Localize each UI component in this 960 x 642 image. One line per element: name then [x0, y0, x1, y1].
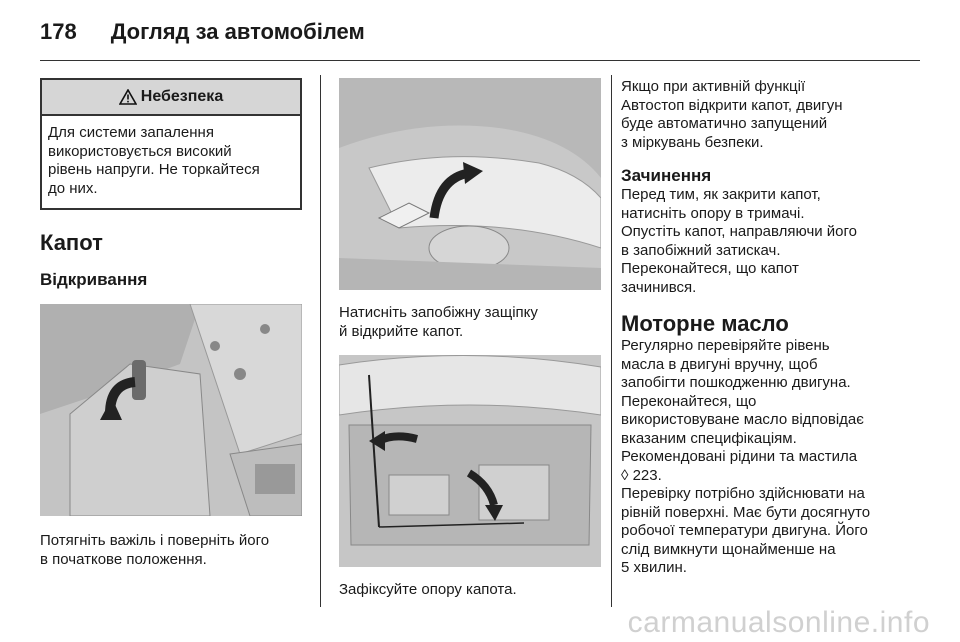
- subsection-title-opening: Відкривання: [40, 270, 148, 289]
- page-number: 178: [40, 19, 77, 44]
- text-line: Автостоп відкрити капот, двигун: [621, 96, 843, 114]
- caption-figure-1: [40, 532, 302, 569]
- warning-header: [42, 80, 300, 116]
- warning-box: [40, 78, 302, 210]
- text-line: робочої температури двигуна. Його: [621, 522, 868, 539]
- paragraph-closing-1: [621, 186, 921, 223]
- text-line: масла в двигуні вручну, щоб: [621, 355, 818, 373]
- text-line: Регулярно перевіряйте рівень: [621, 337, 830, 354]
- warning-line: Для системи запалення: [48, 124, 214, 141]
- caption-figure-3: [339, 581, 601, 600]
- text-line: Перед тим, як закрити капот,: [621, 186, 821, 203]
- page-title: Догляд за автомобілем: [110, 19, 365, 44]
- text-line: запобігти пошкодженню двигуна.: [621, 374, 851, 391]
- warning-line: рівень напруги. Не торкайтеся: [48, 161, 260, 178]
- caption-line: й відкрийте капот.: [339, 322, 464, 340]
- text-line: Переконайтеся, що: [621, 392, 757, 410]
- column-3: [621, 78, 921, 578]
- warning-line: використовується високий: [48, 142, 232, 160]
- text-line: в запобіжний затискач.: [621, 241, 781, 259]
- safety-catch-illustration: [339, 78, 601, 290]
- paragraph-closing-2: [621, 223, 921, 297]
- text-line: Рекомендовані рідини та мастила: [621, 448, 858, 465]
- text-line: слід вимкнути щонайменше на: [621, 540, 836, 558]
- text-line: натисніть опору в тримачі.: [621, 204, 805, 222]
- warning-title: Небезпека: [140, 88, 224, 105]
- text-line: Переконайтеся, що капот: [621, 260, 799, 277]
- warning-triangle-icon: [119, 89, 137, 105]
- release-lever-illustration: [40, 304, 302, 516]
- text-line: з міркувань безпеки.: [621, 133, 764, 151]
- paragraph-autostop: [621, 78, 921, 152]
- figure-bonnet-stay: [339, 355, 601, 567]
- page-header: [40, 10, 365, 54]
- caption-line: Зафіксуйте опору капота.: [339, 581, 517, 598]
- paragraph-oil-2: [621, 393, 921, 486]
- caption-line: Потягніть важіль і поверніть його: [40, 532, 270, 549]
- text-line: рівній поверхні. Має бути досягнуто: [621, 503, 871, 521]
- caption-line: в початкове положення.: [40, 550, 207, 568]
- paragraph-oil-1: [621, 337, 921, 393]
- text-line: зачинився.: [621, 278, 697, 296]
- warning-text: [42, 116, 300, 208]
- column-divider-2: [611, 75, 612, 607]
- warning-line: до них.: [48, 179, 98, 197]
- text-line: вказаним специфікаціям.: [621, 429, 797, 447]
- text-line: використовуване масло відповідає: [621, 411, 864, 428]
- figure-release-lever: [40, 304, 302, 516]
- text-line: Якщо при активній функції: [621, 78, 806, 95]
- text-line: 5 хвилин.: [621, 559, 687, 576]
- caption-line: Натисніть запобіжну защіпку: [339, 304, 538, 321]
- section-title-engine-oil: Моторне масло: [621, 311, 789, 336]
- text-line: Опустіть капот, направляючи його: [621, 223, 858, 240]
- page-reference-link[interactable]: ◊ 223.: [621, 466, 662, 484]
- subsection-title-closing: Зачинення: [621, 166, 712, 185]
- column-divider-1: [320, 75, 321, 607]
- figure-safety-catch: [339, 78, 601, 290]
- bonnet-stay-illustration: [339, 355, 601, 567]
- watermark: carmanualsonline.info: [627, 606, 930, 639]
- caption-figure-2: [339, 304, 601, 341]
- paragraph-oil-3: [621, 485, 921, 578]
- text-line: Перевірку потрібно здійснювати на: [621, 485, 865, 502]
- section-title-bonnet: Капот: [40, 230, 103, 255]
- text-line: буде автоматично запущений: [621, 115, 828, 132]
- header-divider: [40, 60, 920, 61]
- column-2: [339, 78, 601, 600]
- column-1: [40, 78, 302, 569]
